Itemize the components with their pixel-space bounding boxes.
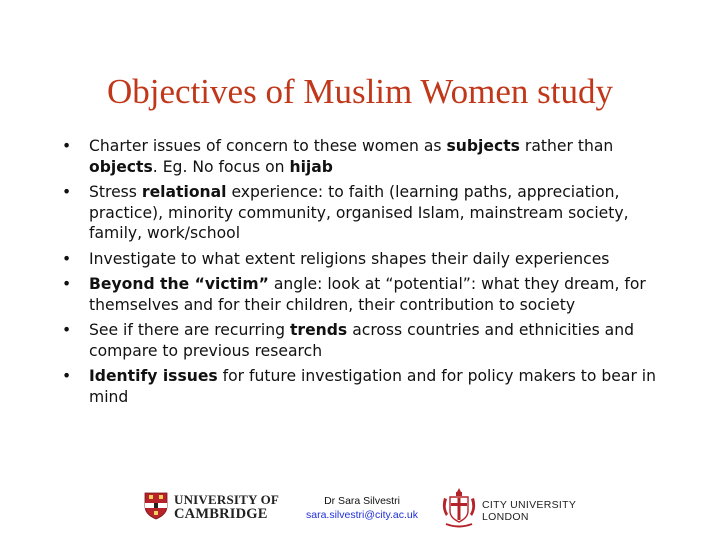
cambridge-logo-text xyxy=(174,492,279,522)
city-line1: CITY UNIVERSITY xyxy=(482,499,577,511)
bullet-emphasis: Beyond the “victim” xyxy=(89,275,269,293)
bullet-item xyxy=(62,249,662,270)
cambridge-line2: CAMBRIDGE xyxy=(174,506,268,522)
bullet-marker: • xyxy=(62,183,72,201)
bullet-marker: • xyxy=(62,321,72,339)
bullet-text: angle: look at “potential”: what they dream, for themselves and for their children, their contribution to society xyxy=(89,275,646,314)
bullet-emphasis: Identify issues xyxy=(89,367,218,385)
bullet-text: Investigate to what extent religions shapes their daily experiences xyxy=(89,249,610,268)
bullet-emphasis: trends xyxy=(289,321,348,339)
bullet-list xyxy=(62,136,662,412)
bullet-item xyxy=(62,136,662,177)
author-email-link[interactable]: sara.silvestri@city.ac.uk xyxy=(306,509,418,521)
bullet-item xyxy=(62,320,662,361)
bullet-item xyxy=(62,366,662,407)
bullet-text: Charter issues of concern to these women as xyxy=(89,137,447,155)
slide-title: Objectives of Muslim Women study xyxy=(107,72,613,111)
bullet-text: across countries and ethnicities and compare to previous research xyxy=(89,321,635,360)
bullet-marker: • xyxy=(62,249,72,268)
bullet-emphasis: subjects xyxy=(446,137,520,155)
city-line2: LONDON xyxy=(482,511,529,523)
city-university-crest-icon xyxy=(440,486,478,530)
bullet-item xyxy=(62,274,662,315)
bullet-text: Stress xyxy=(89,183,142,201)
bullet-marker: • xyxy=(62,367,72,385)
bullet-text: See if there are recurring xyxy=(89,321,290,339)
bullet-item xyxy=(62,182,662,244)
bullet-text: for future investigation and for policy makers to bear in mind xyxy=(89,367,657,406)
bullet-text: rather than xyxy=(519,137,614,155)
bullet-text: . Eg. No focus on xyxy=(152,157,290,176)
bullet-emphasis: objects xyxy=(89,157,153,176)
bullet-emphasis: relational xyxy=(141,183,227,201)
author-block xyxy=(294,494,430,522)
bullet-emphasis: hijab xyxy=(289,157,333,176)
city-university-logo-text xyxy=(482,499,576,523)
cambridge-crest-icon xyxy=(144,492,168,520)
bullet-marker: • xyxy=(62,275,72,293)
bullet-marker: • xyxy=(62,137,72,155)
author-name: Dr Sara Silvestri xyxy=(324,495,400,507)
cambridge-line1: UNIVERSITY OF xyxy=(174,492,280,507)
bullet-text: experience: to faith (learning paths, appreciation, practice), minority community, organised Islam, mainstream society, family, work/school xyxy=(89,183,629,242)
